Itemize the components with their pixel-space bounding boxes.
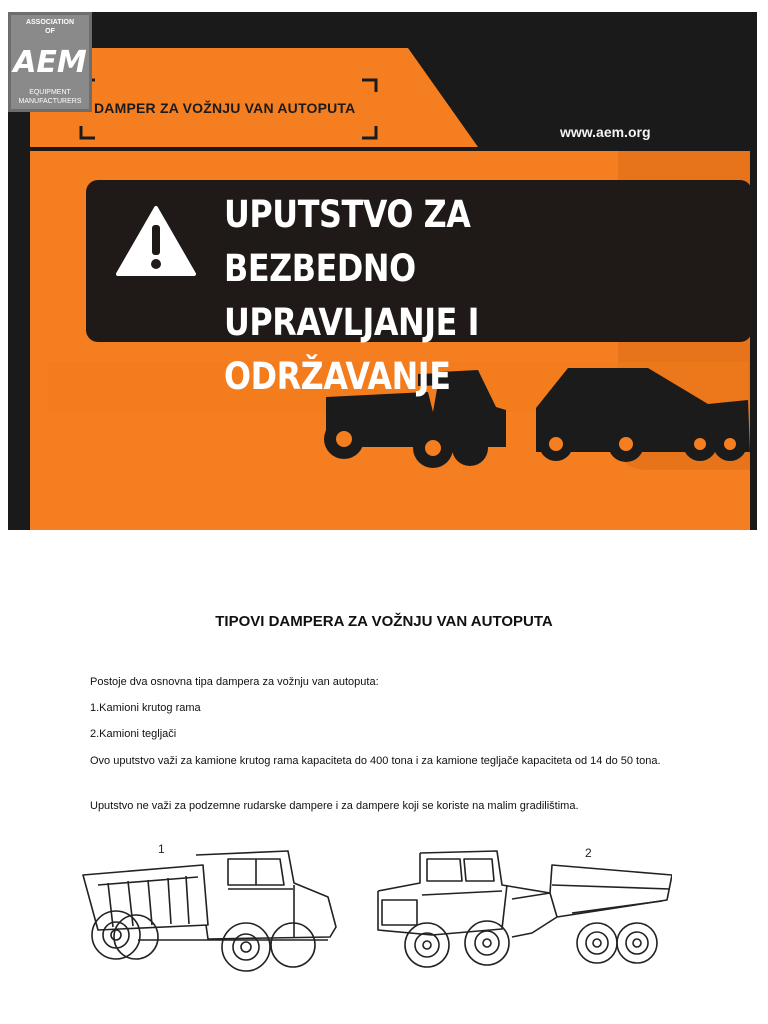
paragraph-exclusions: Uputstvo ne važi za podzemne rudarske dampere i za dampere koji se koriste na malim gradilištima. — [90, 800, 579, 812]
list-item-rigid: 1.Kamioni krutog rama — [90, 702, 201, 714]
logo-line1: ASSOCIATION — [25, 19, 75, 26]
logo-line2: OF — [45, 28, 55, 35]
website-link[interactable]: www.aem.org — [560, 124, 651, 140]
list-item-articulated: 2.Kamioni tegljači — [90, 728, 177, 740]
cover-banner — [8, 12, 757, 530]
document-heading: TIPOVI DAMPERA ZA VOŽNJU VAN AUTOPUTA — [215, 613, 553, 630]
logo-line4: MANUFACTURERS — [18, 98, 82, 105]
aem-logo — [8, 12, 92, 112]
cover-title-line1: UPUTSTVO ZA BEZBEDNO — [224, 193, 471, 290]
paragraph-scope: Ovo uputstvo važi za kamione krutog rama kapaciteta do 400 tona i za kamione tegljače kapaciteta od 14 do 50 tona. — [90, 755, 661, 767]
cover-title-line2: UPRAVLJANJE I ODRŽAVANJE — [224, 301, 480, 398]
logo-brand: AEM — [13, 45, 87, 80]
logo-line3: EQUIPMENT — [29, 89, 71, 96]
articulated-truck-drawing — [372, 845, 672, 975]
rigid-truck-drawing — [78, 845, 348, 975]
figure-label-1: 1 — [158, 842, 165, 856]
figure-label-2: 2 — [585, 846, 592, 860]
paragraph-intro: Postoje dva osnovna tipa dampera za vožnju van autoputa: — [90, 676, 379, 688]
cover-subtitle: DAMPER ZA VOŽNJU VAN AUTOPUTA — [94, 100, 356, 116]
cover-title — [224, 188, 671, 404]
